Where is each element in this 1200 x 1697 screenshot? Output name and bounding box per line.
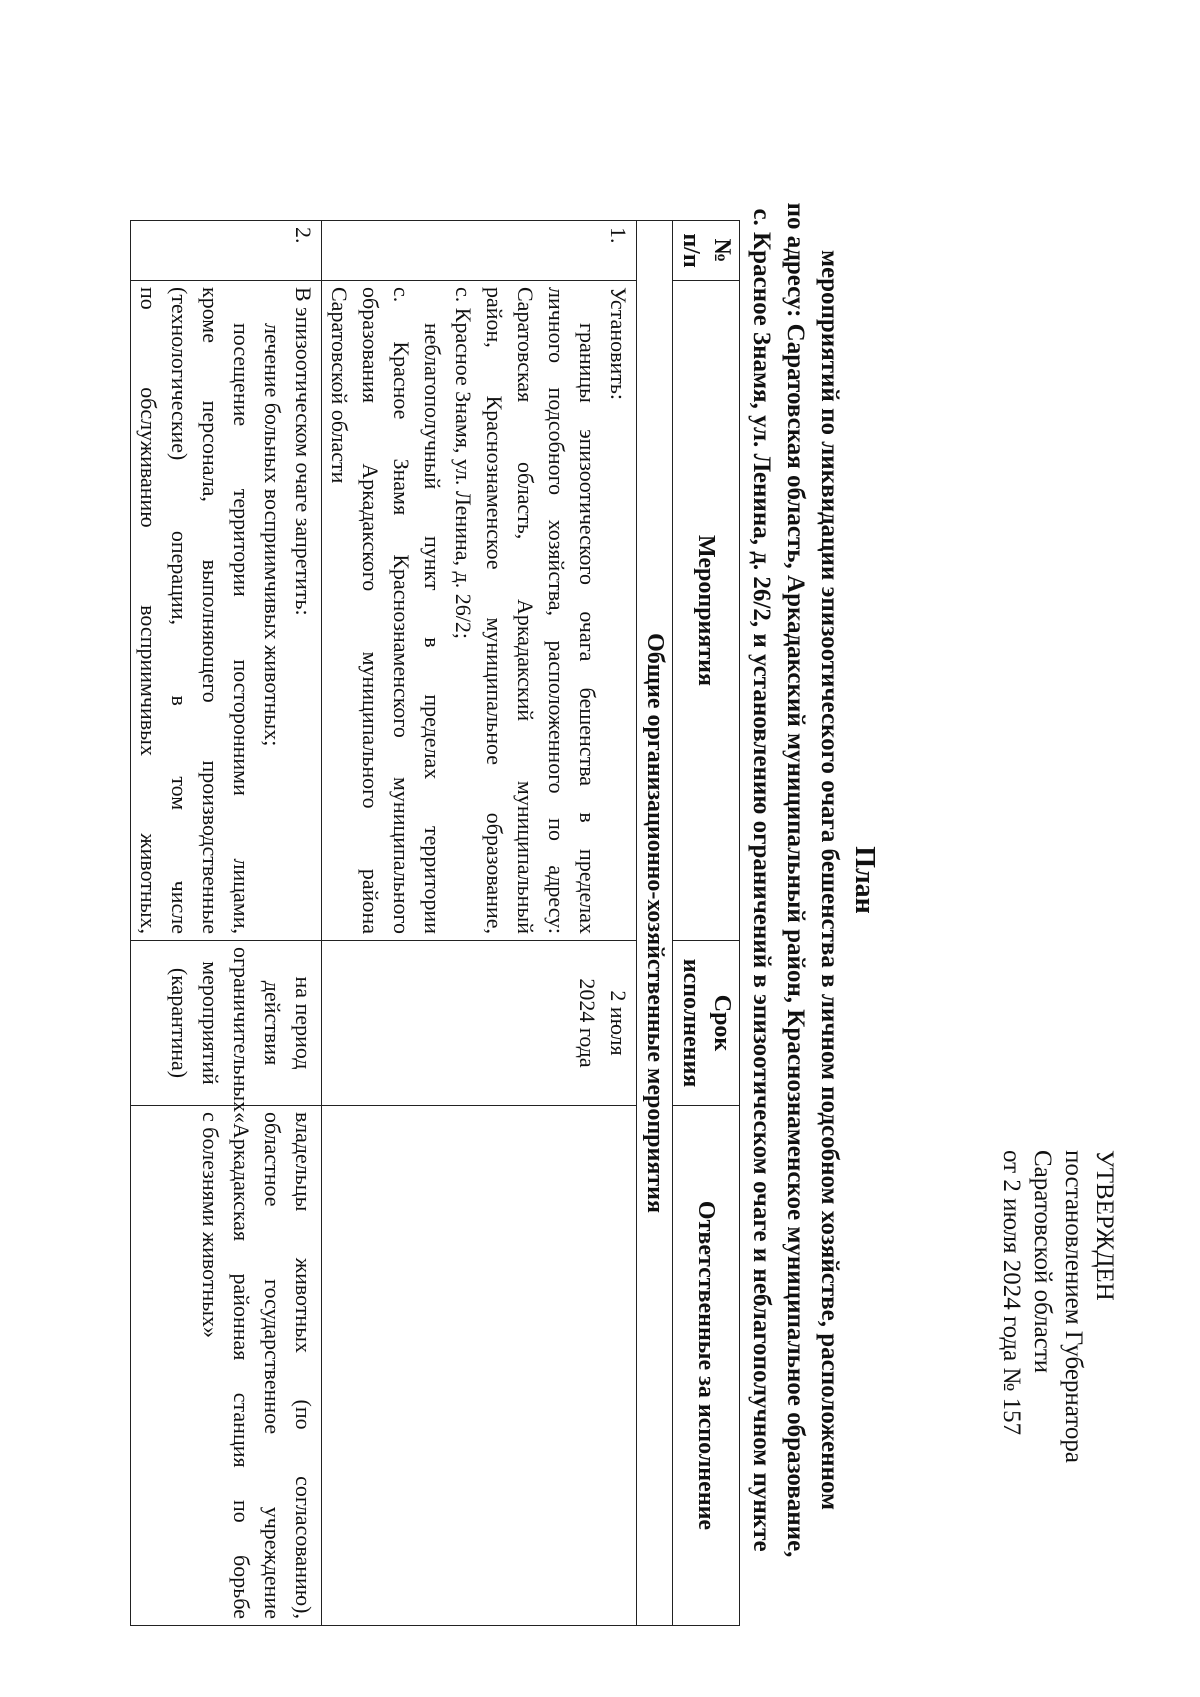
activity-line: по обслуживанию восприимчивых животных, [136,287,161,934]
approval-line: УТВЕРЖДЕН [1091,1150,1118,1301]
row-num: 1. [322,221,637,281]
term-line: действия [260,980,285,1066]
responsible-line: владельцы животных (по согласованию), [291,1112,316,1619]
row-activity [131,281,322,941]
activity-line: (технологические) операции, в том числе [167,287,192,934]
activity-line: Установить: [606,287,631,401]
term-line: ограничительных [229,947,254,1113]
approval-line: постановлением Губернатора [1060,1150,1087,1463]
term-line: 2 июля [606,990,631,1056]
rotated-sheet [20,40,1180,1660]
activity-line: с. Красное Знамя, ул. Ленина, д. 26/2; [451,287,476,639]
activity-line: Саратовская область, Аркадакский муниципальный [513,287,538,934]
table-row [131,221,322,1626]
activity-line: район, Краснознаменское муниципальное образование, [482,287,507,934]
activity-line: посещение территории посторонними лицами, [229,323,254,934]
term-line: мероприятий [198,961,223,1085]
responsible-line: с болезнями животных» [198,1112,223,1339]
activity-line: границы эпизоотического очага бешенства в пределах [575,323,600,934]
row-term [131,941,322,1113]
term-line: на период [291,976,316,1070]
approval-line: от 2 июля 2024 года № 157 [998,1150,1025,1436]
row-activity [322,281,637,941]
section-row [637,221,673,1626]
responsible-line: областное государственное учреждение [260,1112,285,1619]
row-responsible [322,1106,637,1626]
table-header-row [673,221,740,1626]
row-term [322,941,637,1106]
activity-line: В эпизоотическом очаге запретить: [291,287,316,616]
activity-line: личного подсобного хозяйства, расположенного по адресу: [544,287,569,934]
activity-line: лечение больных восприимчивых животных; [260,323,285,747]
activity-line: образования Аркадакского муниципального района [358,287,383,934]
activity-line: кроме персонала, выполняющего производственные [198,287,223,934]
header-activity: Мероприятия [673,281,740,941]
header-num: № п/п [673,221,740,281]
title-line: по адресу: Саратовская область, Аркадакский муниципальный район, Краснознаменское муниципальное образование, [782,202,809,1558]
document-title [744,120,880,1640]
activity-line: неблагополучный пункт в пределах территории [420,323,445,934]
table-row [322,221,637,1626]
header-responsible: Ответственные за исполнение [673,1106,740,1626]
activity-line: Саратовской области [327,287,352,484]
title-line: с. Красное Знамя, ул. Ленина, д. 26/2, и установлению ограничений в эпизоотическом очаге и неблагополучном пункте [748,208,775,1552]
title-line: мероприятий по ликвидации эпизоотического очага бешенства в личном подсобном хозяйстве, расположенном [816,249,843,1511]
activity-line: с. Красное Знамя Краснознаменского муниципального [389,287,414,934]
header-term: Срок исполнения [673,941,740,1106]
plan-table [130,220,740,1626]
title-heading: План [849,846,880,914]
section-title: Общие организационно-хозяйственные мероприятия [637,221,673,1626]
approval-stamp [996,1150,1120,1463]
row-responsible [131,1106,322,1626]
term-line: (карантина) [167,967,192,1079]
approval-line: Саратовской области [1029,1150,1056,1374]
responsible-line: «Аркадакская районная станция по борьбе [229,1112,254,1619]
term-line: 2024 года [575,978,600,1068]
row-num: 2. [131,221,322,281]
